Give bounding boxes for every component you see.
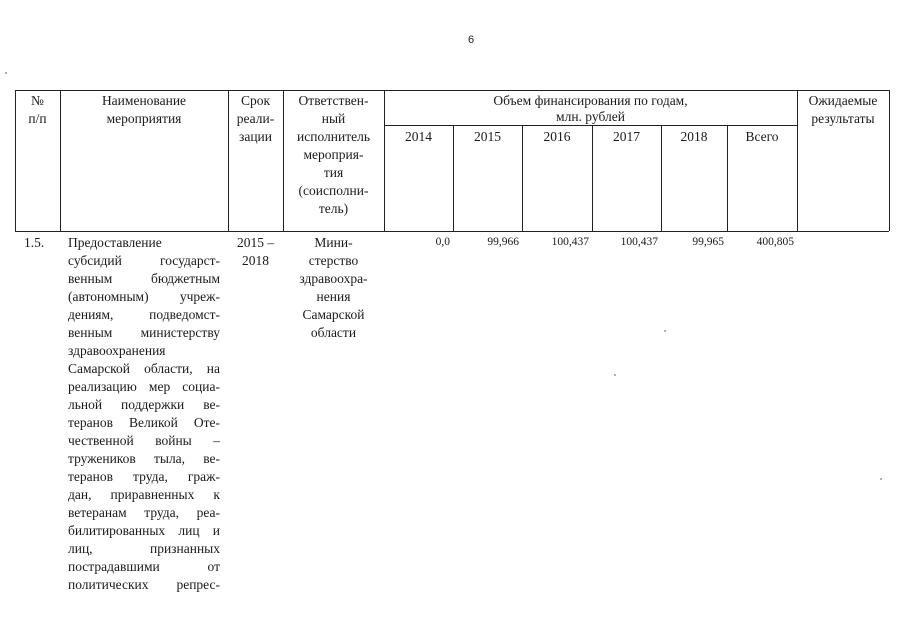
header-text: Объем финансирования по годам, [493,93,688,108]
measure-name-line: лиц, признанных [68,541,220,556]
measure-name-line: ветеранам труда, реа- [68,505,220,520]
header-text: п/п [28,111,47,126]
measure-name-line: венным министерству [68,325,220,340]
header-text: (соисполни- [298,183,369,198]
measure-name-line: льной поддержки ве- [68,397,220,412]
funding-value-total: 400,805 [756,236,794,248]
measure-name-line: политических репрес- [68,577,220,592]
funding-value-2014: 0,0 [435,236,450,248]
funding-value-2016: 100,437 [551,236,589,248]
responsible-line: нения [316,289,351,304]
header-text: Ответствен- [298,93,369,108]
funding-value-2018: 99,965 [692,236,724,248]
measure-name-line: венным бюджетным [68,271,220,286]
measure-name-line: (автономным) учреж- [68,289,220,304]
funding-value-2017: 100,437 [620,236,658,248]
responsible-line: Мини- [314,235,353,250]
header-text: реали- [236,111,275,126]
year-header: 2014 [405,129,432,144]
scan-speck [614,374,616,376]
measure-name-line: билитированных лиц и [68,523,220,538]
scan-speck [5,72,7,74]
table-top-border [15,90,889,91]
funding-value-2015: 99,966 [487,236,519,248]
header-text: мероприя- [303,147,364,162]
measure-name-line: здравоохранения [68,343,166,358]
header-text: тия [323,165,344,180]
measure-name-line: теранов Великой Оте- [68,415,220,430]
measure-name-line: тружеников тыла, ве- [68,451,220,466]
header-text: тель) [318,201,349,216]
term-line: 2015 – [236,235,275,250]
measure-name-line: субсидий государст- [68,253,220,268]
header-text: результаты [811,111,875,126]
total-header: Всего [745,129,779,144]
row-number: 1.5. [24,235,45,250]
header-text: № [31,93,44,108]
measure-name-line: дениям, подведомст- [68,307,220,322]
measure-name-line: теранов труда, граж- [68,469,220,484]
header-text: млн. рублей [556,109,625,124]
measure-name-line: Самарской области, на [68,361,220,376]
responsible-line: стерство [308,253,359,268]
responsible-line: здравоохра- [299,271,368,286]
measure-name-line: дан, приравненных к [68,487,220,502]
year-header: 2018 [680,129,708,144]
term-line: 2018 [242,253,269,268]
scan-speck [880,478,882,480]
year-header: 2015 [474,129,501,144]
header-text: мероприятия [106,111,182,126]
header-text: исполнитель [297,129,370,144]
measure-name-line: реализацию мер социа- [68,379,220,394]
measure-name-line: Предоставление [68,235,162,250]
responsible-line: Самарской [302,307,365,322]
header-text: Наименование [101,93,187,108]
measure-name-line: чественной войны – [68,433,220,448]
responsible-line: области [310,325,357,340]
measure-name-line: пострадавшими от [68,559,220,574]
header-text: Срок [240,93,271,108]
page-number: 6 [468,34,475,46]
header-text: ный [321,111,346,126]
year-header: 2017 [613,129,640,144]
year-header: 2016 [543,129,571,144]
header-bottom-border [15,231,889,232]
header-text: зации [239,129,272,144]
scan-speck [664,330,666,332]
column-divider [889,90,890,231]
header-text: Ожидаемые [808,93,878,108]
